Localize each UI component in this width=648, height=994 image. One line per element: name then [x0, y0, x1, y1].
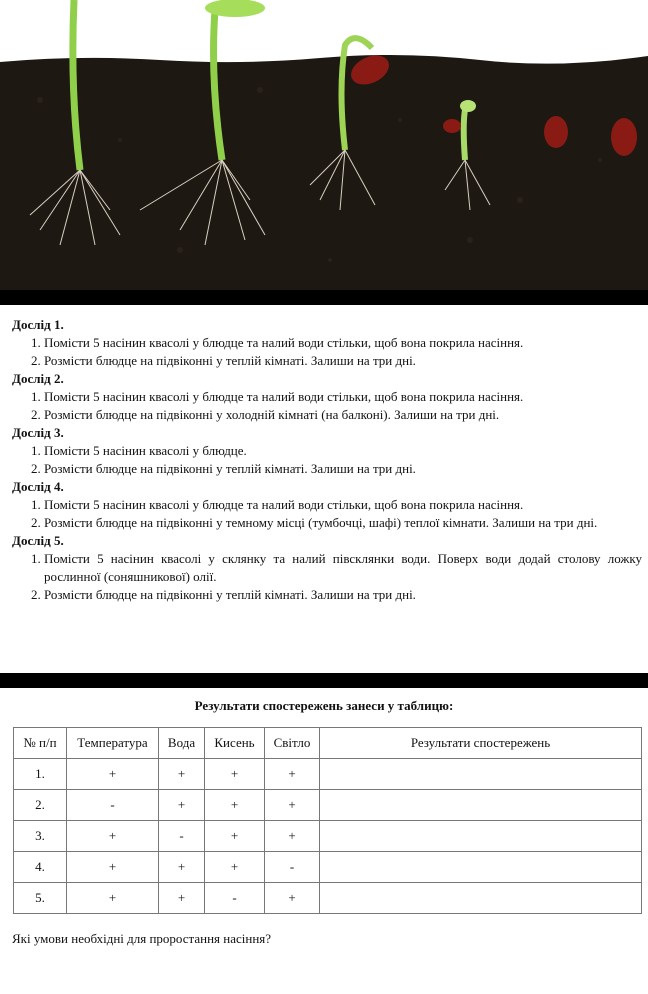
- experiment-step: 2. Розмісти блюдце на підвіконні у холодній кімнаті (на балконі). Залиши на три дні.: [44, 406, 642, 424]
- results-table: [13, 727, 642, 914]
- cell-temperature: +: [67, 821, 159, 852]
- experiment-step: 1. Помісти 5 насінин квасолі у склянку та налий півсклянки води. Поверх води додай столову ложку рослинної (соняшникової) олії.: [44, 550, 642, 586]
- cell-light: +: [265, 790, 320, 821]
- experiment-title: Дослід 3.: [12, 425, 64, 440]
- experiment-step: 1. Помісти 5 насінин квасолі у блюдце.: [44, 442, 642, 460]
- cell-temperature: -: [67, 790, 159, 821]
- cell-number: 5.: [14, 883, 67, 914]
- cell-oxygen: +: [205, 821, 265, 852]
- experiment-step: 2. Розмісти блюдце на підвіконні у теплій кімнаті. Залиши на три дні.: [44, 352, 642, 370]
- cell-light: +: [265, 883, 320, 914]
- cell-water: -: [159, 821, 205, 852]
- table-row: [14, 821, 642, 852]
- cell-number: 1.: [14, 759, 67, 790]
- cell-oxygen: +: [205, 852, 265, 883]
- experiment-title: Дослід 5.: [12, 533, 64, 548]
- header-number: № п/п: [14, 728, 67, 759]
- cell-water: +: [159, 790, 205, 821]
- cell-oxygen: +: [205, 790, 265, 821]
- cell-results[interactable]: [320, 821, 642, 852]
- cell-oxygen: +: [205, 759, 265, 790]
- cell-light: -: [265, 852, 320, 883]
- cell-temperature: +: [67, 759, 159, 790]
- experiments-list: [12, 316, 642, 604]
- germinating-beans-photo: [0, 0, 648, 305]
- experiment-step: 2. Розмісти блюдце на підвіконні у теплій кімнаті. Залиши на три дні.: [44, 586, 642, 604]
- cell-light: +: [265, 821, 320, 852]
- cell-results[interactable]: [320, 759, 642, 790]
- experiment-title: Дослід 4.: [12, 479, 64, 494]
- cell-number: 2.: [14, 790, 67, 821]
- table-row: [14, 790, 642, 821]
- cell-results[interactable]: [320, 883, 642, 914]
- experiment-step: 1. Помісти 5 насінин квасолі у блюдце та налий води стільки, щоб вона покрила насіння.: [44, 334, 642, 352]
- cell-water: +: [159, 759, 205, 790]
- table-row: [14, 883, 642, 914]
- header-light: Світло: [265, 728, 320, 759]
- table-row: [14, 759, 642, 790]
- cell-oxygen: -: [205, 883, 265, 914]
- table-title: Результати спостережень занеси у таблицю:: [194, 698, 454, 713]
- cell-number: 4.: [14, 852, 67, 883]
- cell-results[interactable]: [320, 852, 642, 883]
- header-water: Вода: [159, 728, 205, 759]
- cell-temperature: +: [67, 852, 159, 883]
- cell-water: +: [159, 852, 205, 883]
- cell-results[interactable]: [320, 790, 642, 821]
- experiment-1: [12, 316, 642, 370]
- cell-light: +: [265, 759, 320, 790]
- header-oxygen: Кисень: [205, 728, 265, 759]
- experiment-2: [12, 370, 642, 424]
- table-row: [14, 852, 642, 883]
- experiment-step: 1. Помісти 5 насінин квасолі у блюдце та налий води стільки, щоб вона покрила насіння.: [44, 496, 642, 514]
- question-text: Які умови необхідні для проростання насіння?: [12, 931, 272, 946]
- cell-water: +: [159, 883, 205, 914]
- header-results: Результати спостережень: [320, 728, 642, 759]
- cell-number: 3.: [14, 821, 67, 852]
- experiment-4: [12, 478, 642, 532]
- experiment-title: Дослід 1.: [12, 317, 64, 332]
- divider-band: [0, 673, 648, 688]
- experiment-step: 2. Розмісти блюдце на підвіконні у теплій кімнаті. Залиши на три дні.: [44, 460, 642, 478]
- header-temperature: Температура: [67, 728, 159, 759]
- experiment-step: 2. Розмісти блюдце на підвіконні у темному місці (тумбочці, шафі) теплої кімнати. Залиши на три дні.: [44, 514, 642, 532]
- experiment-title: Дослід 2.: [12, 371, 64, 386]
- experiment-3: [12, 424, 642, 478]
- experiment-5: [12, 532, 642, 604]
- cell-temperature: +: [67, 883, 159, 914]
- experiment-step: 1. Помісти 5 насінин квасолі у блюдце та налий води стільки, щоб вона покрила насіння.: [44, 388, 642, 406]
- table-header-row: [14, 728, 642, 759]
